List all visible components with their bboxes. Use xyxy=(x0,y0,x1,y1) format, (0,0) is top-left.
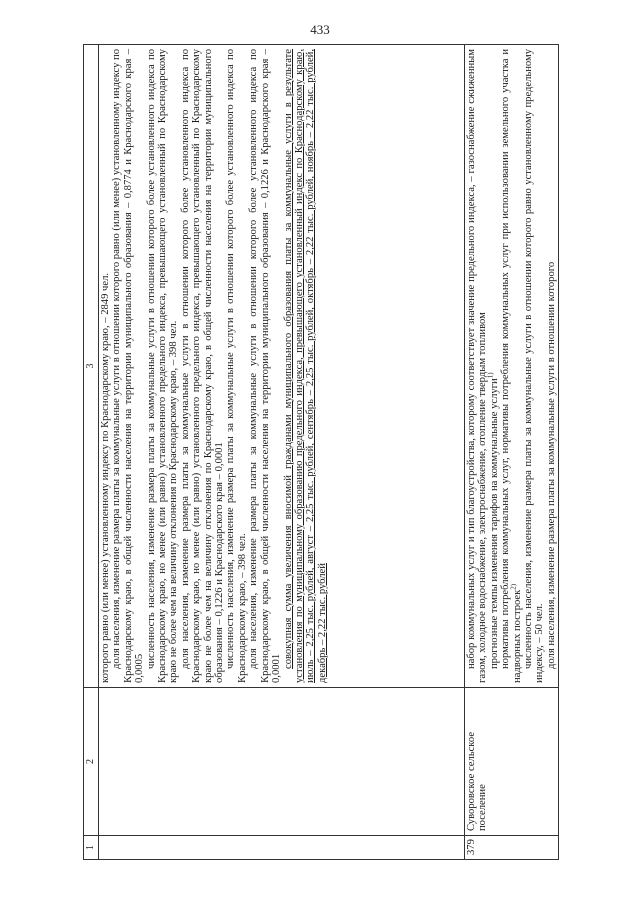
row-prev-line-3: доля населения, изменение размера платы за коммунальные услуги в отношении которого более установленного индекса по Краснодарскому краю, но менее (или равно) установленного предельного индекса, превышающего установленный по Краснодарскому краю не более чем на величину отклонения по Краснодарскому краю, в общей численности населения на территории муниципального образования – 0,1226 и Краснодарского края – 0,0001 xyxy=(179,49,226,683)
data-table xyxy=(83,44,559,860)
row-379-settlement: Суворовское сельское поселение xyxy=(465,688,559,836)
header-col-1: 1 xyxy=(84,836,99,860)
row-379-line-2-wrap xyxy=(500,49,523,683)
row-prev-line-4: численность населения, изменение размера платы за коммунальные услуги в отношении которого более установленного индекса по Краснодарскому краю, – 398 чел. xyxy=(225,49,248,683)
page-number: 433 xyxy=(310,22,330,37)
header-col-2: 2 xyxy=(84,688,99,836)
row-379-line-4: доля населения, изменение размера платы за коммунальные услуги в отношении которого xyxy=(545,261,557,669)
row-prev-line-0: которого равно (или менее) установленному индексу по Краснодарскому краю, – 2849 чел. xyxy=(100,272,111,683)
row-379-line-1-wrap xyxy=(486,49,500,683)
footnote-mark-2: 2) xyxy=(509,583,518,590)
row-379-line-0: набор коммунальных услуг и тип благоустройства, которому соответствует значение предельного индекса, – газоснабжение сжиженным газом, холодное водоснабжение, электроснабжение, отопление твердым топливом xyxy=(466,49,489,683)
table-row-379 xyxy=(465,45,559,860)
row-prev-line-5: доля населения, изменение размера платы за коммунальные услуги в отношении которого более установленного индекса по Краснодарскому краю, в общей численности населения на территории муниципального образования – 0,1226 и Краснодарского края – 0,0001 xyxy=(248,49,283,683)
row-379-line-3: численность населения, изменение размера платы за коммунальные услуги в отношении которого равно установленному предельному индексу, – 50 чел. xyxy=(523,49,546,683)
row-prev-line-2: численность населения, изменение размера платы за коммунальные услуги в отношении которого более установленного индекса по Краснодарскому краю, но менее (или равно) установленного предельного индекса, превышающего установленный по Краснодарскому краю не более чем на величину отклонения по Краснодарскому краю, – 398 чел. xyxy=(145,49,180,683)
row-prev-line-1: доля населения, изменение размера платы за коммунальные услуги в отношении которого равно (или менее) установленному индексу по Краснодарскому краю, в общей численности населения на территории муниципального образования – 0,8774 и Краснодарского края – 0,0005 xyxy=(111,48,146,683)
footnote-mark-1: 1) xyxy=(486,372,495,379)
row-prev-description-cell xyxy=(99,45,465,688)
rotated-table-container xyxy=(83,44,611,860)
table-row-continued xyxy=(99,45,465,860)
row-379-description-cell xyxy=(465,45,559,688)
row-prev-number-cell xyxy=(99,836,465,860)
row-prev-line-6: совокупная сумма увеличения вносимой гражданами муниципального образования платы за коммунальные услуги в результате установления по муниципальному образованию предельного индекса, превышающего установленный индекс по Краснодарскому краю, июль – 2,25 тыс. рублей, август – 2,25 тыс. рублей, сентябрь – 2,25 тыс. рублей, октябрь – 2,22 тыс. рублей, ноябрь – 2,22 тыс. рублей, декабрь – 2,22 тыс. рублей xyxy=(282,49,328,683)
header-col-3: 3 xyxy=(84,45,99,688)
row-prev-settlement-cell xyxy=(99,688,465,836)
row-379-number: 379 xyxy=(465,836,559,860)
table-header-row xyxy=(84,45,99,860)
row-379-line-1: прогнозные темпы изменения тарифов на коммунальные услуги xyxy=(488,378,500,669)
row-379-line-2: нормативы потребления коммунальных услуг, нормативы потребления коммунальных услуг при использовании земельного участка и надворных построек xyxy=(500,49,523,683)
